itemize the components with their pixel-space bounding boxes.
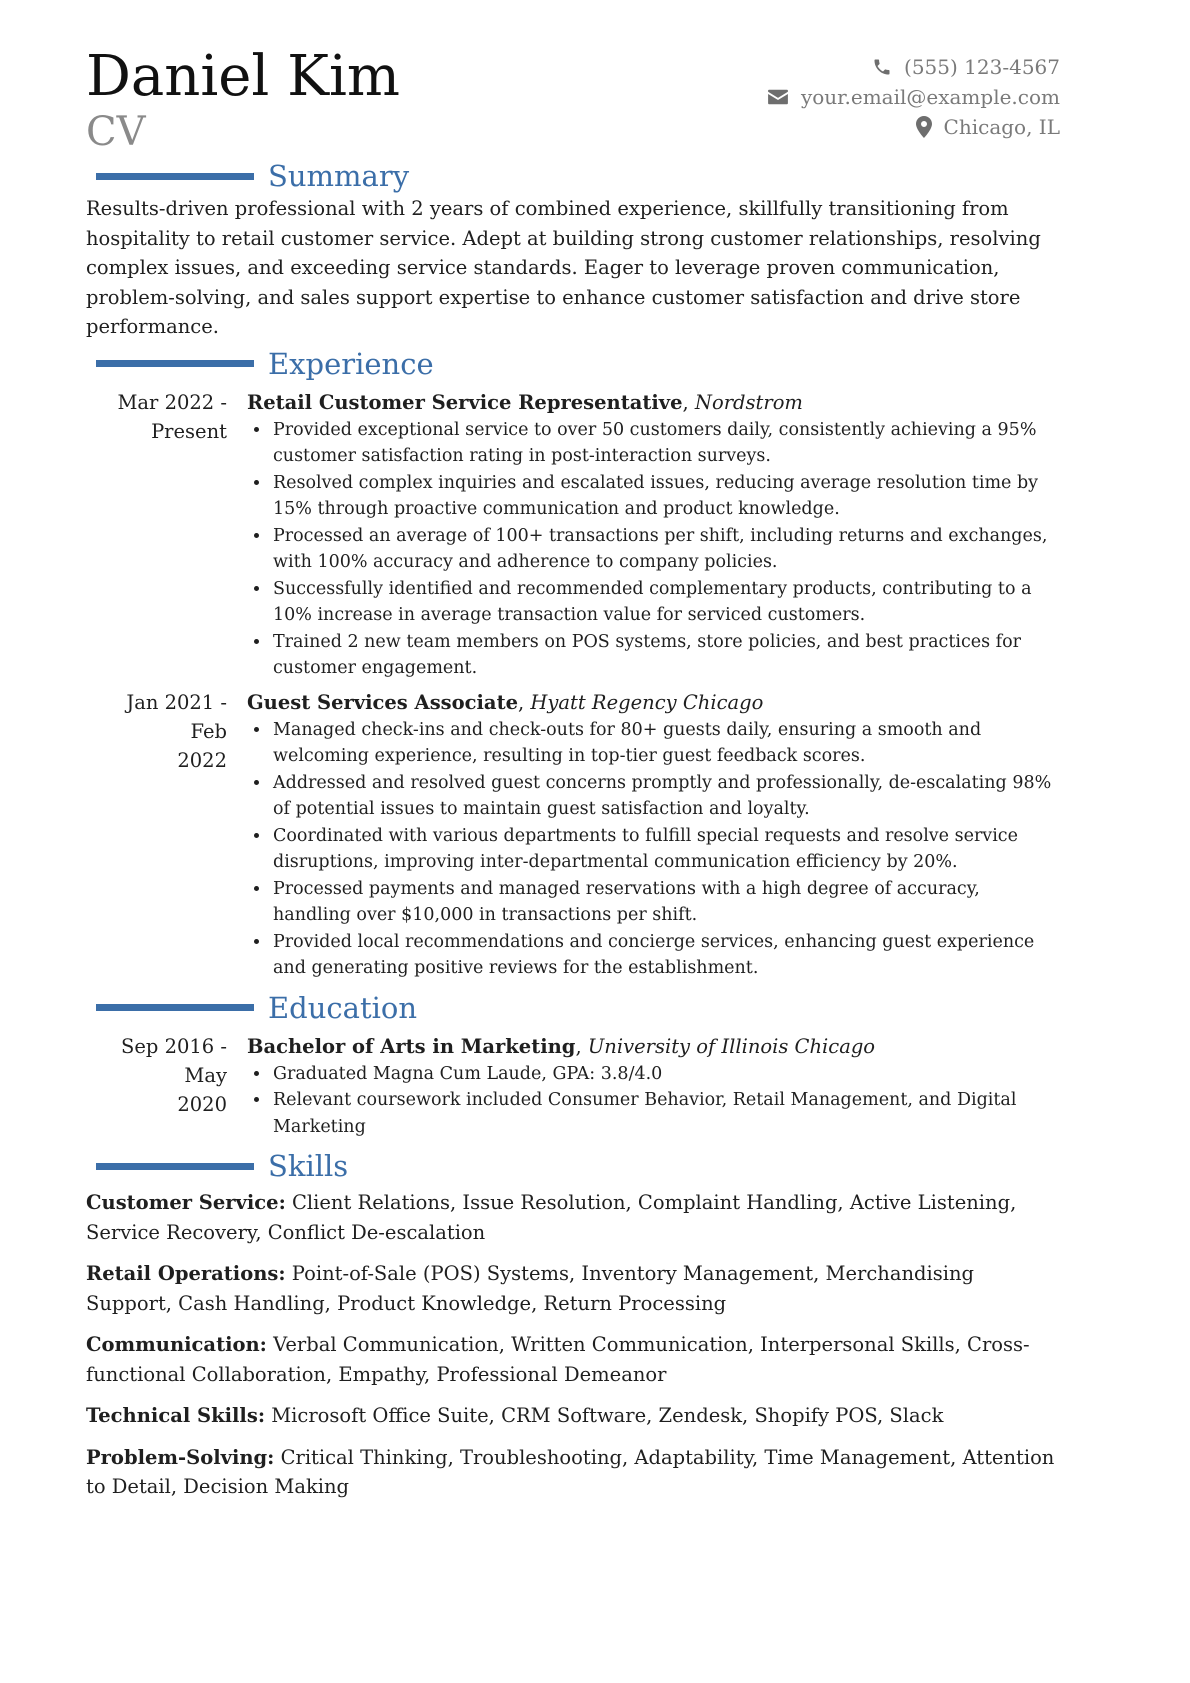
cv-header — [86, 0, 1060, 158]
document-subtitle: CV — [86, 109, 146, 155]
skill-category: Problem-Solving: — [86, 1445, 275, 1469]
section-accent-bar — [96, 360, 254, 367]
education-title: Education — [268, 990, 418, 1025]
job-bullets — [247, 417, 1060, 682]
skill-items: Point-of-Sale (POS) Systems, Inventory Management, Merchandising Support, Cash Handling, Product Knowledge, Return Processing — [86, 1262, 975, 1315]
list-item: • Coordinated with various departments to fulfill special requests and resolve service disruptions, improving inter-departmental communication efficiency by 20%. — [271, 823, 1060, 876]
skill-category: Retail Operations: — [86, 1262, 286, 1285]
skill-row — [86, 1401, 1060, 1431]
job-org: Nordstrom — [694, 390, 803, 414]
skills-list — [86, 1188, 1060, 1502]
summary-title: Summary — [268, 159, 410, 193]
list-item: • Processed an average of 100+ transactions per shift, including returns and exchanges, with 100% accuracy and adherence to company policies. — [271, 523, 1060, 576]
experience-entry — [86, 388, 1060, 682]
date-end: 2020 — [177, 1092, 227, 1116]
entry-body — [247, 1032, 1060, 1141]
school: University of Illinois Chicago — [587, 1034, 876, 1058]
experience-title: Experience — [268, 346, 434, 381]
skill-row — [86, 1188, 1060, 1247]
education-entry — [86, 1032, 1060, 1141]
entry-title: Retail Customer Service Representative, Nordstrom — [247, 390, 803, 414]
list-item: • Provided local recommendations and concierge services, enhancing guest experience and generating positive reviews for the establishment. — [271, 929, 1060, 982]
list-item: • Successfully identified and recommended complementary products, contributing to a 10% increase in average transaction value for serviced customers. — [271, 576, 1060, 629]
date-end: 2022 — [177, 748, 227, 772]
skill-row — [86, 1443, 1060, 1502]
entry-body — [247, 388, 1060, 682]
envelope-icon — [767, 88, 789, 106]
contact-location — [767, 112, 1060, 142]
list-item: • Trained 2 new team members on POS systems, store policies, and best practices for customer engagement. — [271, 629, 1060, 682]
skill-items: Microsoft Office Suite, CRM Software, Zendesk, Shopify POS, Slack — [271, 1404, 944, 1427]
job-bullets — [247, 717, 1060, 982]
skill-category: Communication: — [86, 1333, 267, 1356]
job-role: Guest Services Associate — [247, 690, 518, 714]
education-bullets — [247, 1061, 1060, 1141]
date-start: Sep 2016 - May — [121, 1034, 227, 1087]
location-text: Chicago, IL — [943, 115, 1060, 139]
summary-section-header — [86, 158, 1060, 194]
entry-date — [86, 388, 247, 682]
skills-section-header — [86, 1148, 1060, 1184]
section-accent-bar — [96, 1004, 254, 1011]
degree: Bachelor of Arts in Marketing — [247, 1034, 576, 1058]
list-item: • Resolved complex inquiries and escalated issues, reducing average resolution time by 15% through proactive communication and product knowledge. — [271, 470, 1060, 523]
location-pin-icon — [916, 116, 932, 138]
list-item: • Relevant coursework included Consumer Behavior, Retail Management, and Digital Marketing — [271, 1087, 1060, 1140]
summary-text: Results-driven professional with 2 years of combined experience, skillfully transitioning from hospitality to retail customer service. Adept at building strong customer relationships, resolving complex issues, and exceeding service standards. Eager to leverage proven communication, problem-solving, and sales support expertise to enhance customer satisfaction and drive store performance. — [86, 197, 1041, 338]
list-item: • Processed payments and managed reservations with a high degree of accuracy, handling over $10,000 in transactions per shift. — [271, 876, 1060, 929]
skill-row — [86, 1259, 1060, 1318]
skill-items: Critical Thinking, Troubleshooting, Adaptability, Time Management, Attention to Detail, Decision Making — [86, 1445, 1055, 1498]
education-section-header — [86, 990, 1060, 1026]
entry-body — [247, 688, 1060, 982]
date-start: Jan 2021 - Feb — [126, 690, 227, 743]
list-item: • Graduated Magna Cum Laude, GPA: 3.8/4.0 — [271, 1061, 1060, 1088]
experience-entry — [86, 688, 1060, 982]
skill-row — [86, 1330, 1060, 1389]
email-text: your.email@example.com — [800, 85, 1060, 109]
contact-phone[interactable] — [767, 52, 1060, 82]
contact-info — [767, 52, 1060, 142]
experience-section-header — [86, 346, 1060, 382]
skill-items: Verbal Communication, Written Communication, Interpersonal Skills, Cross-functional Collaboration, Empathy, Professional Demeanor — [86, 1333, 1030, 1386]
section-accent-bar — [96, 1163, 254, 1170]
job-org: Hyatt Regency Chicago — [530, 690, 764, 714]
skills-title: Skills — [268, 1149, 349, 1183]
list-item: • Provided exceptional service to over 50 customers daily, consistently achieving a 95% customer satisfaction rating in post-interaction surveys. — [271, 417, 1060, 470]
entry-title: Guest Services Associate, Hyatt Regency Chicago — [247, 690, 764, 714]
candidate-name: Daniel Kim — [86, 44, 400, 109]
entry-date — [86, 1032, 247, 1141]
date-start: Mar 2022 - — [117, 390, 227, 414]
skill-category: Customer Service: — [86, 1191, 286, 1214]
phone-text: (555) 123-4567 — [904, 55, 1060, 79]
contact-email[interactable] — [767, 82, 1060, 112]
list-item: • Addressed and resolved guest concerns promptly and professionally, de-escalating 98% of potential issues to maintain guest satisfaction and loyalty. — [271, 770, 1060, 823]
date-end: Present — [151, 419, 227, 443]
phone-icon — [872, 57, 892, 77]
skill-category: Technical Skills: — [86, 1404, 266, 1427]
job-role: Retail Customer Service Representative — [247, 390, 683, 414]
entry-date — [86, 688, 247, 982]
entry-title: Bachelor of Arts in Marketing, University of Illinois Chicago — [247, 1034, 876, 1058]
section-accent-bar — [96, 173, 254, 180]
list-item: • Managed check-ins and check-outs for 80+ guests daily, ensuring a smooth and welcoming experience, resulting in top-tier guest feedback scores. — [271, 717, 1060, 770]
skill-items: Client Relations, Issue Resolution, Complaint Handling, Active Listening, Service Recovery, Conflict De-escalation — [86, 1191, 1017, 1244]
